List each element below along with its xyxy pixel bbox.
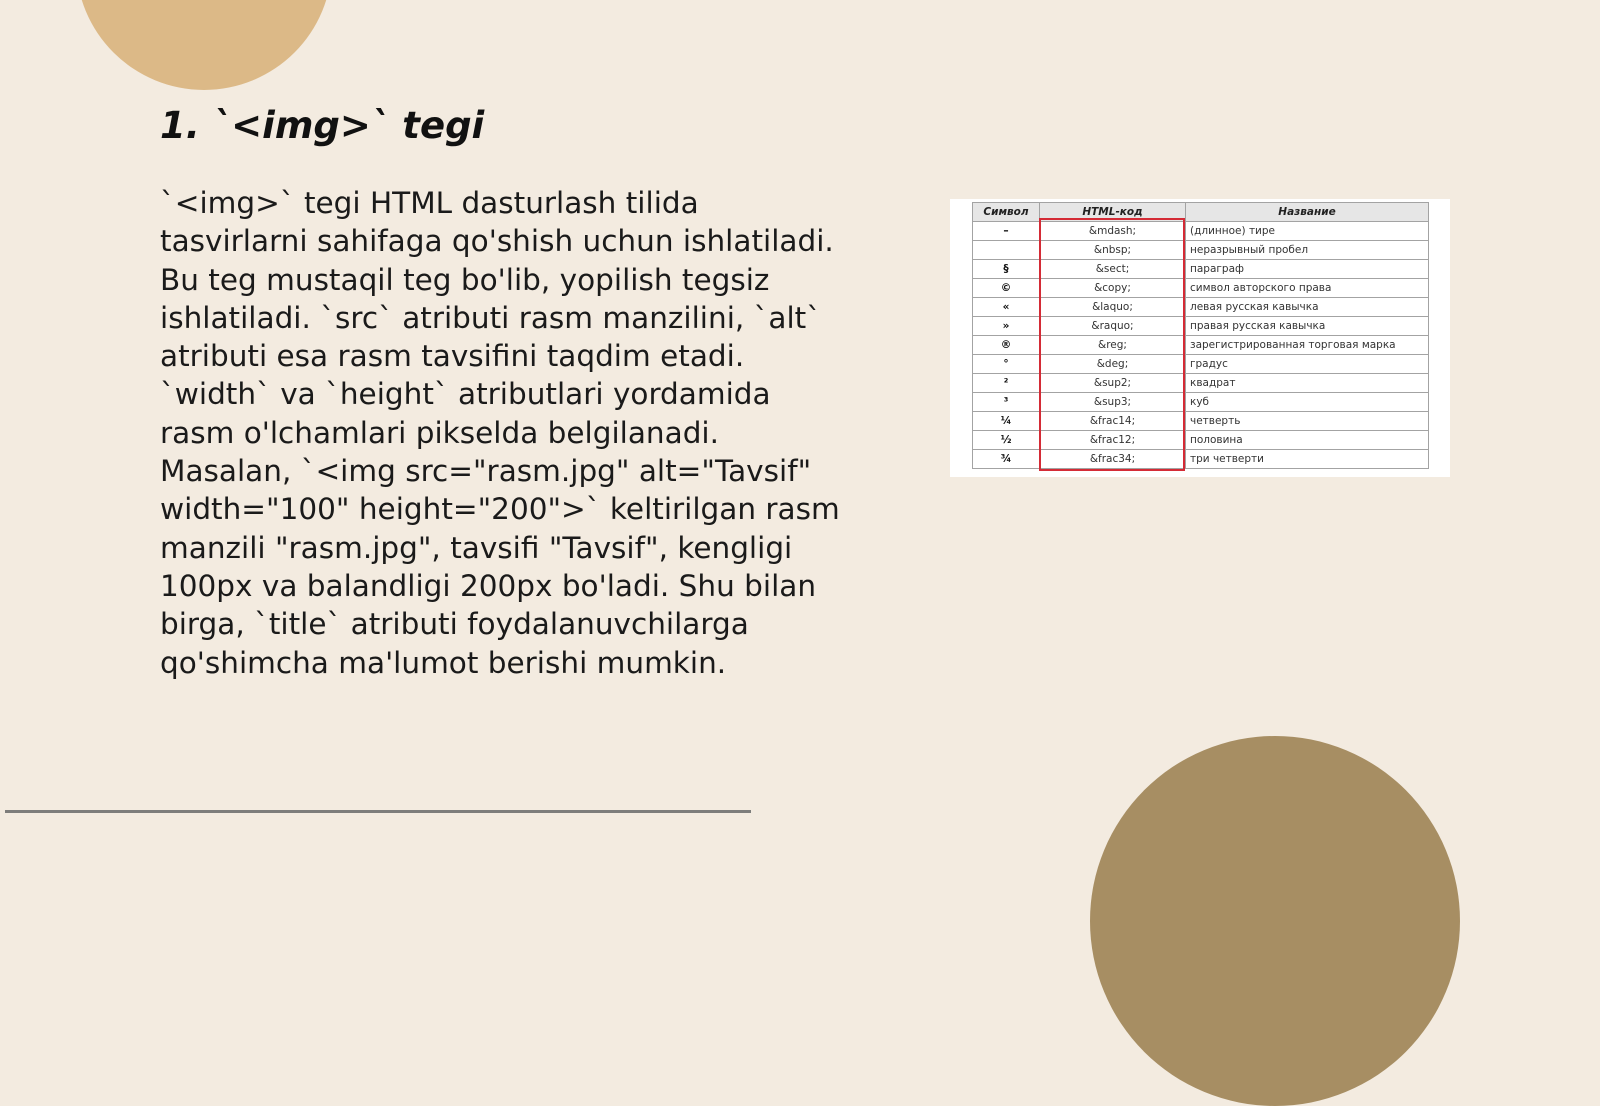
cell-html-code: &sup3; [1040,393,1186,412]
cell-html-code: &sect; [1040,260,1186,279]
cell-symbol: – [973,222,1040,241]
cell-name: (длинное) тире [1186,222,1429,241]
html-entity-table [972,202,1429,469]
cell-html-code: &copy; [1040,279,1186,298]
cell-html-code: &nbsp; [1040,241,1186,260]
cell-name: левая русская кавычка [1186,298,1429,317]
header-symbol: Символ [973,203,1040,222]
table-row [973,336,1429,355]
cell-symbol: ² [973,374,1040,393]
cell-symbol: ¼ [973,412,1040,431]
cell-symbol: ° [973,355,1040,374]
divider-line [5,810,751,813]
table-row [973,374,1429,393]
cell-name: параграф [1186,260,1429,279]
cell-html-code: &reg; [1040,336,1186,355]
cell-html-code: &frac12; [1040,431,1186,450]
cell-html-code: &deg; [1040,355,1186,374]
cell-symbol: § [973,260,1040,279]
cell-name: правая русская кавычка [1186,317,1429,336]
table-row [973,241,1429,260]
table-row [973,260,1429,279]
cell-name: зарегистрированная торговая марка [1186,336,1429,355]
header-name: Название [1186,203,1429,222]
cell-name: четверть [1186,412,1429,431]
table-row [973,317,1429,336]
slide-body-text: `<img>` tegi HTML dasturlash tilida tasvirlarni sahifaga qo'shish uchun ishlatiladi. Bu teg mustaqil teg bo'lib, yopilish tegsiz ishlatiladi. `src` atributi rasm manzilini, `alt` atributi esa rasm tavsifini taqdim etadi. `width` va `height` atributlari yordamida rasm o'lchamlari pikselda belgilanadi. Masalan, `<img src="rasm.jpg" alt="Tavsif" width="100" height="200">` keltirilgan rasm manzili "rasm.jpg", tavsifi "Tavsif", kengligi 100px va balandligi 200px bo'ladi. Shu bilan birga, `title` atributi foydalanuvchilarga qo'shimcha ma'lumot berishi mumkin. [160,186,840,680]
slide-title: 1. `<img>` tegi [160,104,485,147]
decorative-circle-bottom [1090,736,1460,1106]
cell-name: неразрывный пробел [1186,241,1429,260]
cell-html-code: &frac14; [1040,412,1186,431]
cell-symbol: « [973,298,1040,317]
cell-name: квадрат [1186,374,1429,393]
cell-symbol: ½ [973,431,1040,450]
cell-name: градус [1186,355,1429,374]
cell-name: символ авторского права [1186,279,1429,298]
cell-symbol: © [973,279,1040,298]
table-row [973,393,1429,412]
table-row [973,279,1429,298]
table-row [973,412,1429,431]
cell-html-code: &sup2; [1040,374,1186,393]
cell-name: половина [1186,431,1429,450]
cell-symbol [973,241,1040,260]
cell-symbol: ¾ [973,450,1040,469]
table-row [973,450,1429,469]
cell-symbol: » [973,317,1040,336]
cell-symbol: ³ [973,393,1040,412]
cell-html-code: &mdash; [1040,222,1186,241]
cell-symbol: ® [973,336,1040,355]
cell-name: куб [1186,393,1429,412]
table-row [973,355,1429,374]
cell-html-code: &frac34; [1040,450,1186,469]
table-header-row [973,203,1429,222]
cell-html-code: &raquo; [1040,317,1186,336]
decorative-circle-top [76,0,332,90]
header-html-code: HTML-код [1040,203,1186,222]
cell-html-code: &laquo; [1040,298,1186,317]
table-body [973,222,1429,469]
entity-table-image [950,199,1450,477]
table-row [973,431,1429,450]
table-row [973,222,1429,241]
table-row [973,298,1429,317]
cell-name: три четверти [1186,450,1429,469]
